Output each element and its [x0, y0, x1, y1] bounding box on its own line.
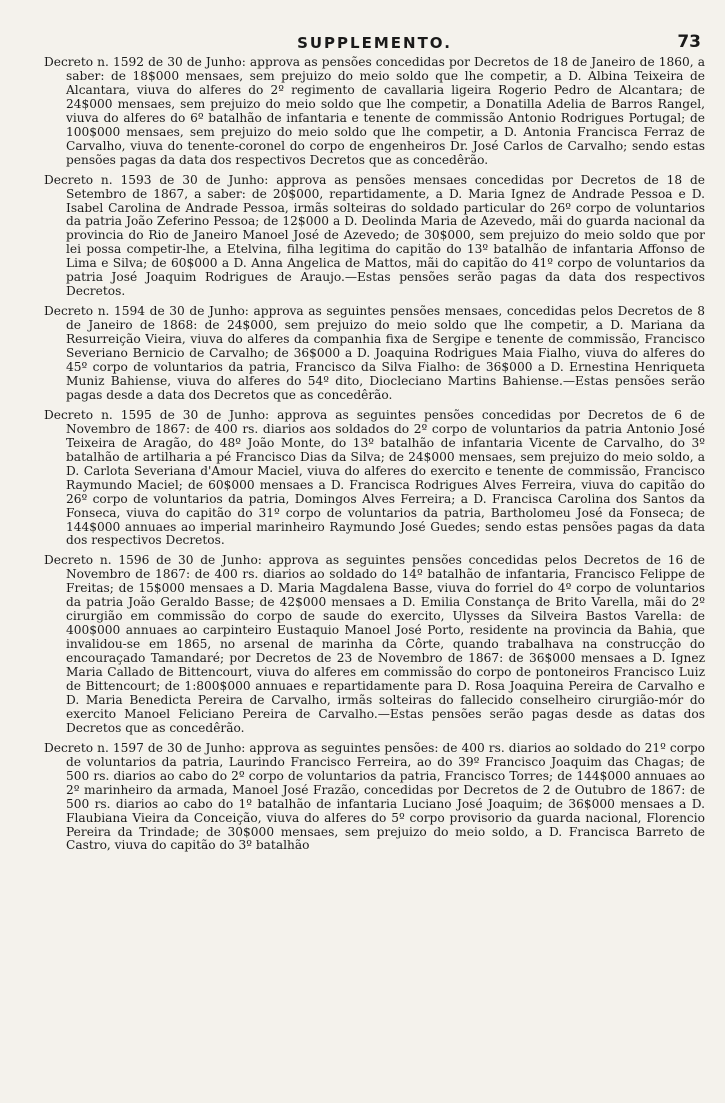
decree-1596: Decreto n. 1596 de 30 de Junho: approva as seguintes pensões concedidas pelos Decretos de 16 de Novembro de 1867: de 400 rs. diarios ao soldado do 14º batalhão de infantaria, Francisco Felippe de Freitas; de 15$000 mensaes a D. Maria Magdalena Basse, viuva do forriel do 4º corpo de voluntarios da patria João Geraldo Basse; de 42$000 mensaes a D. Emilia Constança de Brito Varella, mãi do 2º cirurgião em commissão do corpo de saude do exercito, Ulysses da Silveira Bastos Varella: de 400$000 annuaes ao carpinteiro Eustaquio Manoel José Porto, residente na provincia da Bahia, que invalidou-se em 1865, no arsenal de marinha da Côrte, quando trabalhava na construcção do encouraçado Tamandaré; por Decretos de 23 de Novembro de 1867: de 36$000 mensaes a D. Ignez Maria Callado de Bittencourt, viuva do alferes em commissão do corpo de pontoneiros Francisco Luiz de Bittencourt; de 1:800$000 annuaes e repartidamente para D. Rosa Joaquina Pereira de Carvalho e D. Maria Benedicta Pereira de Carvalho, irmãs solteiras do fallecido conselheiro cirurgião-mór do exercito Manoel Feliciano Pereira de Carvalho.—Estas pensões serão pagas desde as datas dos Decretos que as concedêrão.	[44, 553, 705, 735]
decree-1595: Decreto n. 1595 de 30 de Junho: approva as seguintes pensões concedidas por Decretos de 6 de Novembro de 1867: de 400 rs. diarios aos soldados do 2º corpo de voluntarios da patria Antonio José Teixeira de Aragão, do 48º João Monte, do 13º batalhão de infantaria Vicente de Carvalho, do 3º batalhão de artilharia a pé Francisco Dias da Silva; de 24$000 mensaes, sem prejuizo do meio soldo, a D. Carlota Severiana d'Amour Maciel, viuva do alferes do exercito e tenente de commissão, Francisco Raymundo Maciel; de 60$000 mensaes a D. Francisca Rodrigues Alves Ferreira, viuva do capitão do 26º corpo de voluntarios da patria, Domingos Alves Ferreira; a D. Francisca Carolina dos Santos da Fonseca, viuva do capitão do 31º corpo de voluntarios da patria, Bartholomeu José da Fonseca; de 144$000 annuaes ao imperial marinheiro Raymundo José Guedes; sendo estas pensões pagas da data dos respectivos Decretos.	[44, 407, 705, 548]
page-number: 73	[677, 32, 701, 52]
decree-1594: Decreto n. 1594 de 30 de Junho: approva as seguintes pensões mensaes, concedidas pelos Decretos de 8 de Janeiro de 1868: de 24$000, sem prejuizo do meio soldo que lhe competir, a D. Mariana da Resurreição Vieira, viuva do alferes da companhia fixa de Sergipe e tenente de commissão, Francisco Severiano Bernicio de Carvalho; de 36$000 a D. Joaquina Rodrigues Maia Fialho, viuva do alferes do 45º corpo de voluntarios da patria, Francisco da Silva Fialho: de 36$000 a D. Ernestina Henriqueta Muniz Bahiense, viuva do alferes do 54º dito, Diocleciano Martins Bahiense.—Estas pensões serão pagas desde a data dos Decretos que as concedêrão.	[44, 304, 705, 402]
decree-1592: Decreto n. 1592 de 30 de Junho: approva as pensões concedidas por Decretos de 18 de Janeiro de 1860, a saber: de 18$000 mensaes, sem prejuizo do meio soldo que lhe competir, a D. Albina Teixeira de Alcantara, viuva do alferes do 2º regimento de cavallaria ligeira Rogerio Pedro de Alcantara; de 24$000 mensaes, sem prejuizo do meio soldo que lhe competir, a Donatilla Adelia de Barros Rangel, viuva do alferes do 6º batalhão de infantaria e tenente de commissão Antonio Rodrigues Portugal; de 100$000 mensaes, sem prejuizo do meio soldo que lhe competir, a D. Antonia Francisca Ferraz de Carvalho, viuva do tenente-coronel do corpo de engenheiros Dr. José Carlos de Carvalho; sendo estas pensões pagas da data dos respectivos Decretos que as concedêrão.	[44, 55, 705, 167]
decree-1593: Decreto n. 1593 de 30 de Junho: approva as pensões mensaes concedidas por Decretos de 18 de Setembro de 1867, a saber: de 20$000, repartidamente, a D. Maria Ignez de Andrade Pessoa e D. Isabel Carolina de Andrade Pessoa, irmãs solteiras do soldado particular do 26º corpo de voluntarios da patria João Zeferino Pessoa; de 12$000 a D. Deolinda Maria de Azevedo, mãi do guarda nacional da provincia do Rio de Janeiro Manoel José de Azevedo; de 30$000, sem prejuizo do meio soldo que por lei possa competir-lhe, a Etelvina, filha legitima do capitão do 13º batalhão de infantaria Affonso de Lima e Silva; de 60$000 a D. Anna Angelica de Mattos, mãi do capitão do 41º corpo de voluntarios da patria José Joaquim Rodrigues de Araujo.—Estas pensões serão pagas da data dos respectivos Decretos.	[44, 172, 705, 299]
page-header	[44, 24, 705, 56]
decree-1597: Decreto n. 1597 de 30 de Junho: approva as seguintes pensões: de 400 rs. diarios ao soldado do 21º corpo de voluntarios da patria, Laurindo Francisco Ferreira, ao do 39º Francisco Joaquim das Chagas; de 500 rs. diarios ao cabo do 2º corpo de voluntarios da patria, Francisco Torres; de 144$000 annuaes ao 2º marinheiro da armada, Manoel José Frazão, concedidas por Decretos de 2 de Outubro de 1867: de 500 rs. diarios ao cabo do 1º batalhão de infantaria Luciano José Joaquim; de 36$000 mensaes a D. Flaubiana Vieira da Conceição, viuva do alferes do 5º corpo provisorio da guarda nacional, Florencio Pereira da Trindade; de 30$000 mensaes, sem prejuizo do meio soldo, a D. Francisca Barreto de Castro, viuva do capitão do 3º batalhão	[44, 740, 705, 853]
page-body	[44, 56, 705, 853]
running-title: SUPPLEMENTO.	[297, 34, 452, 52]
